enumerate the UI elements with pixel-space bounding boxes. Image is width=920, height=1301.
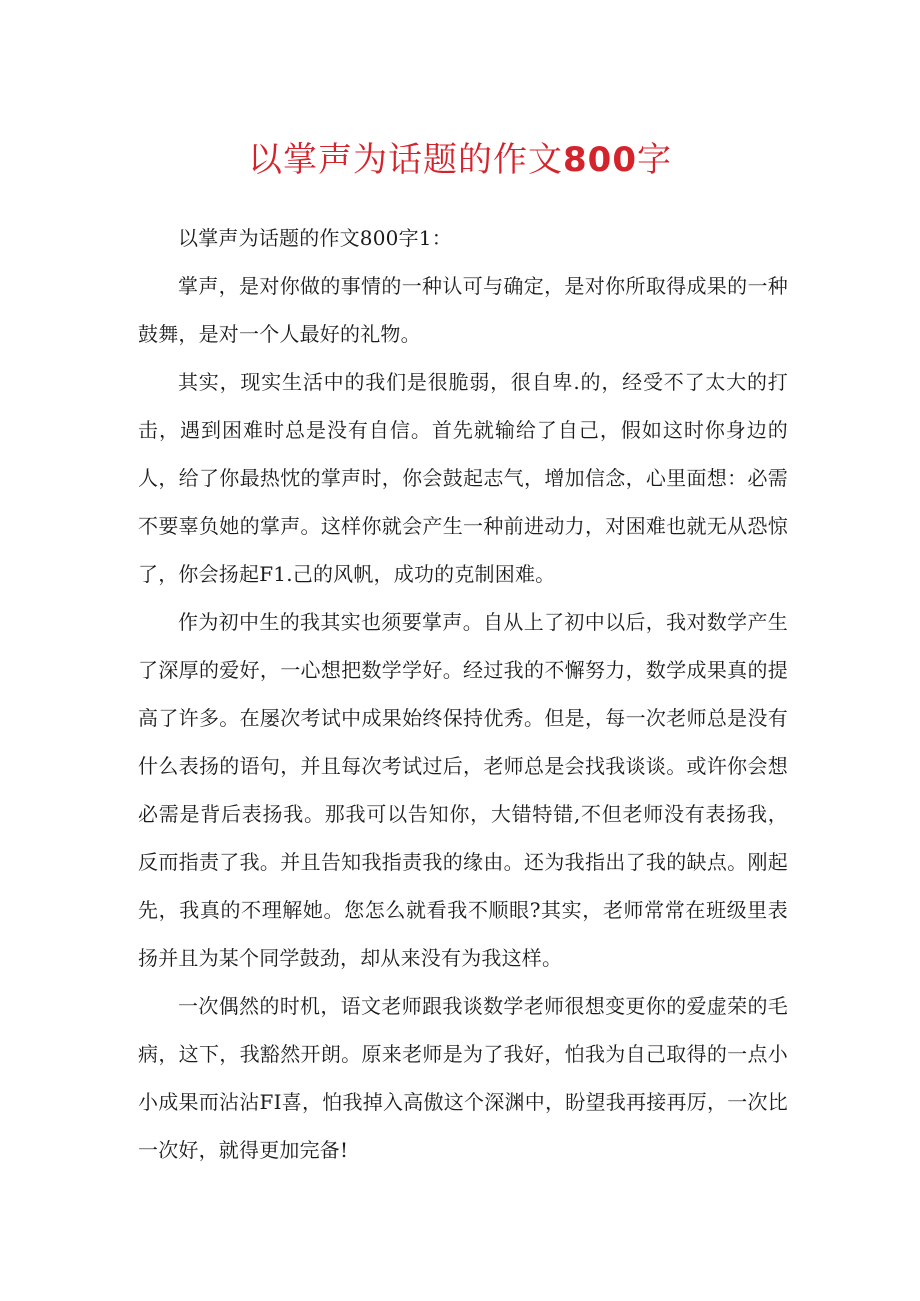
paragraph: 一次偶然的时机，语文老师跟我谈数学老师很想变更你的爱虚荣的毛病，这下，我豁然开朗。原来老师是为了我好，怕我为自己取得的一点小小成果而沾沾FI喜，怕我掉入高傲这个深渊中，盼望我再接再厉，一次比一次好，就得更加完备! (138, 994, 788, 1162)
paragraph: 掌声，是对你做的事情的一种认可与确定，是对你所取得成果的一种鼓舞，是对一个人最好的礼物。 (138, 274, 788, 346)
title-text: 以掌声为话题的作文 (248, 140, 563, 180)
title-suffix: 字 (636, 140, 672, 180)
document-body (138, 214, 788, 1174)
paragraph: 其实，现实生活中的我们是很脆弱，很自卑.的，经受不了太大的打击，遇到困难时总是没有自信。首先就输给了自己，假如这时你身边的人，给了你最热忱的掌声时，你会鼓起志气，增加信念，心里面想：必需不要辜负她的掌声。这样你就会产生一种前进动力，对困难也就无从恐惊了，你会扬起F1.己的风帆，成功的克制困难。 (138, 370, 788, 586)
document-title (0, 136, 920, 184)
paragraph: 作为初中生的我其实也须要掌声。自从上了初中以后，我对数学产生了深厚的爱好，一心想把数学学好。经过我的不懈努力，数学成果真的提高了许多。在屡次考试中成果始终保持优秀。但是，每一次老师总是没有什么表扬的语句，并且每次考试过后，老师总是会找我谈谈。或许你会想必需是背后表扬我。那我可以告知你，大错特错,不但老师没有表扬我，反而指责了我。并且告知我指责我的缘由。还为我指出了我的缺点。刚起先，我真的不理解她。您怎么就看我不顺眼?其实，老师常常在班级里表扬并且为某个同学鼓劲，却从来没有为我这样。 (138, 610, 788, 970)
title-number: 800 (563, 140, 637, 180)
paragraph-intro: 以掌声为话题的作文800字1： (178, 226, 452, 250)
